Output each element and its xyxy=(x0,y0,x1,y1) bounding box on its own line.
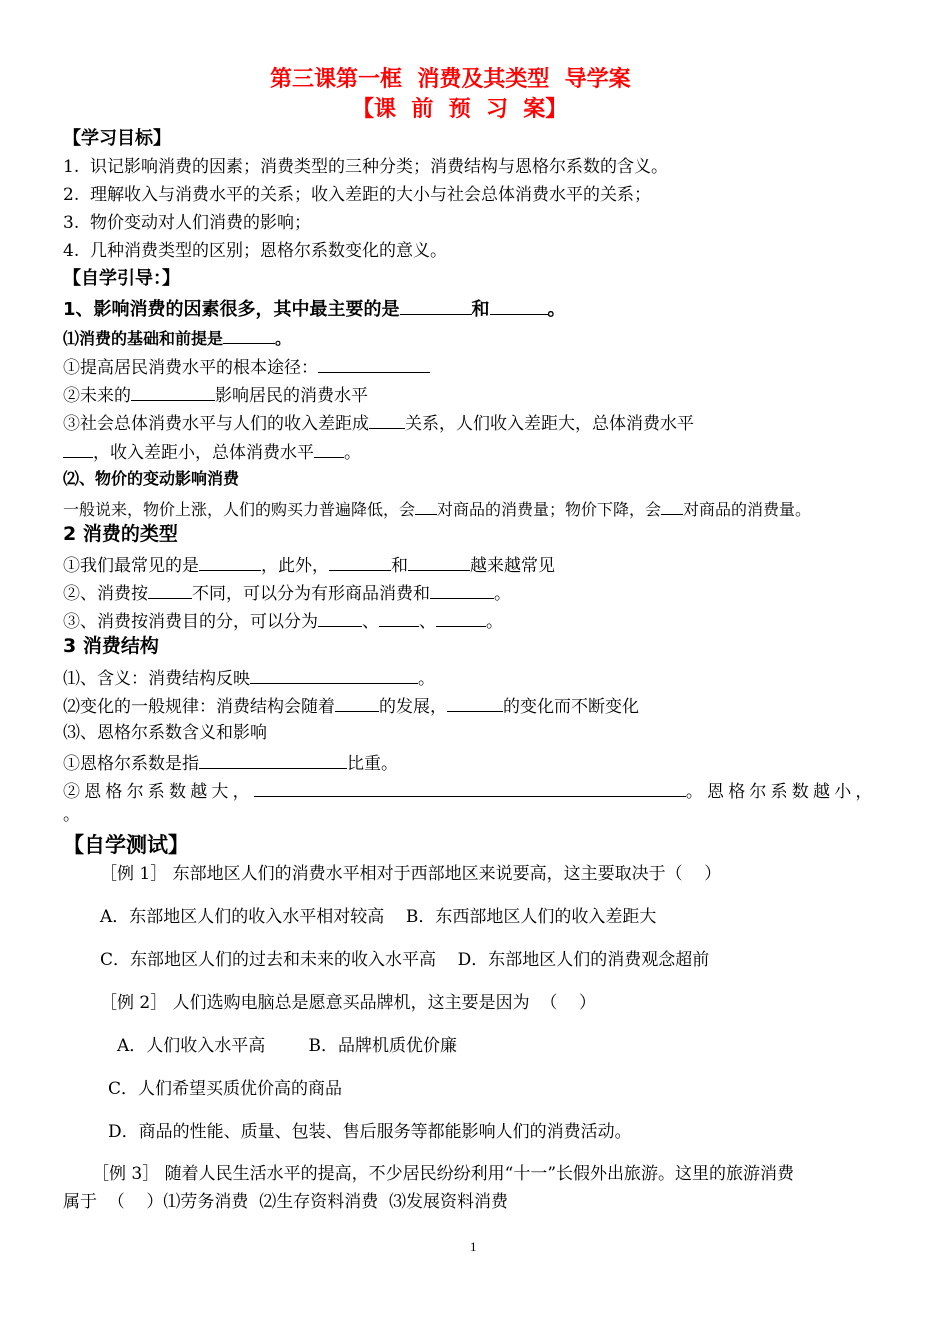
fill-blank[interactable] xyxy=(131,383,215,401)
section-heading: 2 消费的类型 xyxy=(63,523,178,545)
goal-item: 3. 物价变动对人们消费的影响； xyxy=(63,213,312,233)
question-text: ②恩格尔系数越大， xyxy=(63,782,254,802)
page-subtitle: 【课 前 预 习 案】 xyxy=(352,97,568,122)
fill-blank[interactable] xyxy=(318,355,430,373)
fill-blank[interactable] xyxy=(430,581,494,599)
question-text: 的发展， xyxy=(379,697,447,717)
question-line xyxy=(63,751,398,775)
question-text: 。 xyxy=(275,329,292,348)
question-text: ②、消费按 xyxy=(63,584,148,604)
question-text: 和 xyxy=(471,299,490,320)
fill-blank[interactable] xyxy=(408,553,470,571)
goals-heading: 【学习目标】 xyxy=(63,128,171,149)
guide-heading: 【自学引导：】 xyxy=(63,268,180,289)
question-line xyxy=(63,383,368,407)
question-text: 关系，人们收入差距大，总体消费水平 xyxy=(405,414,694,434)
fill-blank[interactable] xyxy=(400,297,472,315)
answer-options: C．东部地区人们的过去和未来的收入水平高 D．东部地区人们的消费观念超前 xyxy=(100,950,710,970)
fill-blank[interactable] xyxy=(254,779,686,797)
fill-blank[interactable] xyxy=(415,497,437,515)
fill-blank[interactable] xyxy=(148,581,192,599)
question-text: 、 xyxy=(362,612,379,632)
question-line xyxy=(63,694,639,718)
fill-blank[interactable] xyxy=(490,297,548,315)
fill-blank[interactable] xyxy=(314,440,344,458)
goal-item: 1. 识记影响消费的因素；消费类型的三种分类；消费结构与恩格尔系数的含义。 xyxy=(63,157,669,177)
fill-blank[interactable] xyxy=(436,609,486,627)
question-text: ①我们最常见的是 xyxy=(63,556,199,576)
fill-blank[interactable] xyxy=(369,411,405,429)
question-line xyxy=(63,581,511,605)
question-line xyxy=(63,355,430,379)
question-text: 。 xyxy=(494,584,511,604)
fill-blank[interactable] xyxy=(223,326,275,344)
page-number: 1 xyxy=(470,1239,477,1254)
question-text: 。 xyxy=(486,612,503,632)
fill-blank[interactable] xyxy=(318,609,362,627)
question-text: 比重。 xyxy=(347,754,398,774)
question-text: 和 xyxy=(391,556,408,576)
answer-options: A．人们收入水平高 B．品牌机质优价廉 xyxy=(117,1036,457,1056)
question-line xyxy=(63,497,811,521)
question-text: 对商品的消费量。 xyxy=(683,500,812,519)
question-text: ⑵变化的一般规律：消费结构会随着 xyxy=(63,697,335,717)
question-text: 。 xyxy=(418,669,435,689)
question-text: 。 xyxy=(344,443,361,463)
question-text: 1、影响消费的因素很多，其中最主要的是 xyxy=(63,299,400,320)
question-text: ③社会总体消费水平与人们的收入差距成 xyxy=(63,414,369,434)
example-question: ［例 3］ 随着人民生活水平的提高，不少居民纷纷利用“十一”长假外出旅游。这里的旅游消费 xyxy=(92,1164,795,1184)
subsection-heading: ⑶、恩格尔系数含义和影响 xyxy=(63,723,267,743)
question-text: ，此外， xyxy=(261,556,329,576)
question-line: 。 xyxy=(63,805,80,825)
question-text: 一般说来，物价上涨，人们的购买力普遍降低，会 xyxy=(63,500,416,519)
question-text: ②未来的 xyxy=(63,386,131,406)
fill-blank[interactable] xyxy=(335,694,379,712)
fill-blank[interactable] xyxy=(63,440,93,458)
question-line xyxy=(63,779,877,803)
question-line xyxy=(63,553,555,577)
question-line xyxy=(63,440,361,464)
fill-blank[interactable] xyxy=(199,751,347,769)
question-text: 。 xyxy=(547,299,566,320)
page-title: 第三课第一框 消费及其类型 导学案 xyxy=(270,67,631,92)
question-line xyxy=(63,297,566,321)
question-text: ③、消费按消费目的分，可以分为 xyxy=(63,612,318,632)
question-line xyxy=(63,411,694,435)
answer-option: C．人们希望买质优价高的商品 xyxy=(108,1079,343,1099)
section-heading: 3 消费结构 xyxy=(63,635,159,657)
question-text: 的变化而不断变化 xyxy=(503,697,639,717)
test-heading: 【自学测试】 xyxy=(63,833,189,857)
answer-options: A．东部地区人们的收入水平相对较高 B．东西部地区人们的收入差距大 xyxy=(100,907,657,927)
goal-item: 4. 几种消费类型的区别；恩格尔系数变化的意义。 xyxy=(63,241,448,261)
fill-blank[interactable] xyxy=(661,497,683,515)
question-line xyxy=(63,666,435,690)
question-text: 、 xyxy=(419,612,436,632)
example-question-continued: 属于 （ ）⑴劳务消费 ⑵生存资料消费 ⑶发展资料消费 xyxy=(63,1192,509,1212)
fill-blank[interactable] xyxy=(250,666,418,684)
question-text: 不同，可以分为有形商品消费和 xyxy=(192,584,430,604)
goal-item: 2. 理解收入与消费水平的关系；收入差距的大小与社会总体消费水平的关系； xyxy=(63,185,652,205)
question-text: 对商品的消费量；物价下降，会 xyxy=(437,500,662,519)
question-text: ①恩格尔系数是指 xyxy=(63,754,199,774)
fill-blank[interactable] xyxy=(199,553,261,571)
question-text: 越来越常见 xyxy=(470,556,555,576)
fill-blank[interactable] xyxy=(379,609,419,627)
question-text: 影响居民的消费水平 xyxy=(215,386,368,406)
subsection-heading: ⑵、物价的变动影响消费 xyxy=(63,469,240,488)
question-text: ⑴、含义：消费结构反映 xyxy=(63,669,250,689)
question-text: ⑴消费的基础和前提是 xyxy=(63,329,224,348)
question-text: ，收入差距小，总体消费水平 xyxy=(93,443,314,463)
example-question: ［例 2］ 人们选购电脑总是愿意买品牌机，这主要是因为 （ ） xyxy=(100,993,597,1013)
fill-blank[interactable] xyxy=(447,694,503,712)
question-text: ①提高居民消费水平的根本途径： xyxy=(63,358,318,378)
question-line xyxy=(63,326,291,350)
question-line xyxy=(63,609,503,633)
fill-blank[interactable] xyxy=(329,553,391,571)
question-text: 。恩格尔系数越小， xyxy=(685,782,877,802)
example-question: ［例 1］ 东部地区人们的消费水平相对于西部地区来说要高，这主要取决于（ ） xyxy=(100,864,722,884)
answer-option: D．商品的性能、质量、包装、售后服务等都能影响人们的消费活动。 xyxy=(108,1122,632,1142)
